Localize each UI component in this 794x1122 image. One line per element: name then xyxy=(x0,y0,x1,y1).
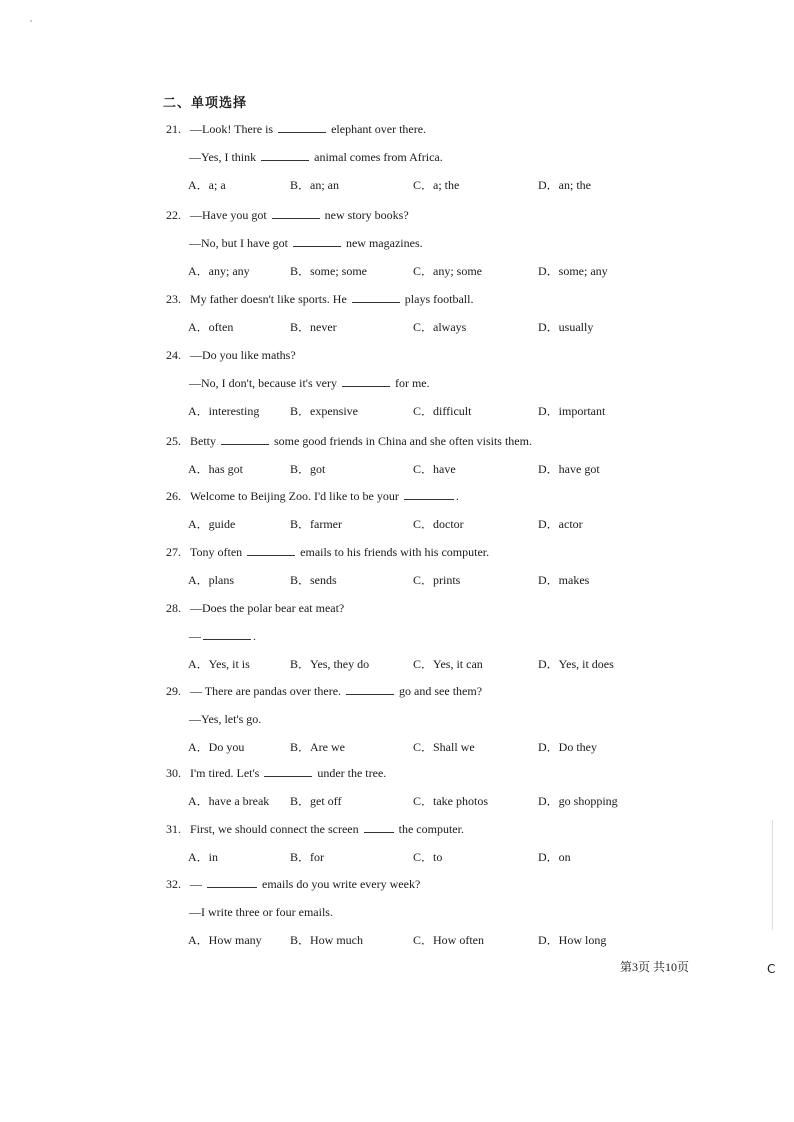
option-c: C．prints xyxy=(413,573,461,587)
stem-text: —No, but I have got xyxy=(189,236,291,250)
option-d: D．makes xyxy=(538,573,590,587)
stem-text: —Have you got xyxy=(190,208,270,222)
stem-text: —Do you like maths? xyxy=(190,348,296,362)
option-b: B．expensive xyxy=(290,404,358,418)
option-a: A．How many xyxy=(188,933,262,947)
option-row xyxy=(166,787,686,815)
option-b: B．an; an xyxy=(290,178,339,192)
question-number: 27. xyxy=(166,545,181,559)
question-dialogue-line xyxy=(166,143,686,171)
option-row xyxy=(166,926,686,954)
stem-text: some good friends in China and she often visits them. xyxy=(271,434,532,448)
stem-text: — xyxy=(190,877,205,891)
question-stem xyxy=(166,759,686,787)
option-row xyxy=(166,397,686,425)
stem-text: Tony often xyxy=(190,545,246,559)
option-b: B．for xyxy=(290,850,324,864)
question-item xyxy=(166,341,686,425)
option-c: C．any; some xyxy=(413,264,482,278)
stem-text: under the tree. xyxy=(314,766,387,780)
question-item xyxy=(166,870,686,954)
option-b: B．farmer xyxy=(290,517,342,531)
option-b: B．get off xyxy=(290,794,342,808)
option-d: D．go shopping xyxy=(538,794,618,808)
answer-blank xyxy=(203,627,251,640)
option-row xyxy=(166,843,686,871)
option-a: A．any; any xyxy=(188,264,250,278)
stem-text: —No, I don't, because it's very xyxy=(189,376,340,390)
question-stem xyxy=(166,482,686,510)
question-item xyxy=(166,677,686,761)
stem-text: plays football. xyxy=(401,292,474,306)
option-c: C．have xyxy=(413,462,456,476)
answer-blank xyxy=(264,764,312,777)
option-b: B．Yes, they do xyxy=(290,657,370,671)
question-stem xyxy=(166,427,686,455)
option-d: D．some; any xyxy=(538,264,608,278)
question-item xyxy=(166,115,686,199)
stem-text: emails do you write every week? xyxy=(259,877,421,891)
question-dialogue-line xyxy=(166,705,686,733)
question-stem xyxy=(166,285,686,313)
question-number: 30. xyxy=(166,766,181,780)
page-footer: 第3页 共10页 xyxy=(620,960,690,974)
option-d: D．on xyxy=(538,850,571,864)
option-row xyxy=(166,650,686,678)
answer-blank xyxy=(221,432,269,445)
answer-blank xyxy=(293,234,341,247)
answer-blank xyxy=(207,875,257,888)
option-a: A．Do you xyxy=(188,740,245,754)
stem-text: new story books? xyxy=(321,208,409,222)
question-number: 25. xyxy=(166,434,181,448)
option-b: B．never xyxy=(290,320,337,334)
question-number: 29. xyxy=(166,684,181,698)
stem-text: the computer. xyxy=(395,822,464,836)
stem-text: new magazines. xyxy=(342,236,423,250)
question-stem xyxy=(166,201,686,229)
option-a: A．guide xyxy=(188,517,236,531)
option-b: B．some; some xyxy=(290,264,367,278)
question-item xyxy=(166,815,686,871)
answer-blank xyxy=(364,820,394,833)
option-d: D．actor xyxy=(538,517,583,531)
option-c: C．How often xyxy=(413,933,484,947)
answer-blank xyxy=(278,120,326,133)
stem-text: emails to his friends with his computer. xyxy=(297,545,490,559)
option-d: D．Do they xyxy=(538,740,597,754)
answer-blank xyxy=(247,543,295,556)
question-dialogue-line xyxy=(166,229,686,257)
question-stem xyxy=(166,115,686,143)
option-d: D．an; the xyxy=(538,178,591,192)
stem-text: —I write three or four emails. xyxy=(189,905,333,919)
question-dialogue-line xyxy=(166,369,686,397)
option-c: C．take photos xyxy=(413,794,488,808)
option-a: A．in xyxy=(188,850,219,864)
option-a: A．Yes, it is xyxy=(188,657,250,671)
question-number: 31. xyxy=(166,822,181,836)
question-number: 32. xyxy=(166,877,181,891)
option-c: C．Shall we xyxy=(413,740,475,754)
question-dialogue-line xyxy=(166,622,686,650)
option-row xyxy=(166,455,686,483)
question-number: 22. xyxy=(166,208,181,222)
question-item xyxy=(166,482,686,538)
answer-blank xyxy=(272,206,320,219)
option-a: A．plans xyxy=(188,573,234,587)
question-stem xyxy=(166,341,686,369)
option-d: D．usually xyxy=(538,320,594,334)
option-row xyxy=(166,171,686,199)
question-stem xyxy=(166,870,686,898)
edge-mark: C xyxy=(767,962,776,976)
stem-text: —Look! There is xyxy=(190,122,277,136)
question-item xyxy=(166,285,686,341)
stem-text: . xyxy=(253,629,256,643)
question-stem xyxy=(166,677,686,705)
option-row xyxy=(166,257,686,285)
option-b: B．Are we xyxy=(290,740,345,754)
stem-text: First, we should connect the screen xyxy=(190,822,362,836)
option-row xyxy=(166,510,686,538)
stem-text: — xyxy=(189,629,201,643)
option-d: D．have got xyxy=(538,462,600,476)
stem-text: animal comes from Africa. xyxy=(311,150,443,164)
option-c: C．a; the xyxy=(413,178,460,192)
stem-text: for me. xyxy=(391,376,430,390)
option-row xyxy=(166,313,686,341)
stem-text: —Yes, I think xyxy=(189,150,260,164)
stem-text: Betty xyxy=(190,434,219,448)
stem-text: go and see them? xyxy=(396,684,483,698)
option-c: C．difficult xyxy=(413,404,472,418)
stem-text: —Does the polar bear eat meat? xyxy=(190,601,345,615)
stem-text: — There are pandas over there. xyxy=(190,684,345,698)
option-row xyxy=(166,733,686,761)
question-dialogue-line xyxy=(166,898,686,926)
option-c: C．Yes, it can xyxy=(413,657,483,671)
answer-blank xyxy=(404,487,454,500)
stem-text: . xyxy=(455,489,459,503)
option-row xyxy=(166,566,686,594)
option-a: A．interesting xyxy=(188,404,260,418)
option-d: D．Yes, it does xyxy=(538,657,614,671)
option-c: C．always xyxy=(413,320,467,334)
option-a: A．often xyxy=(188,320,234,334)
section-title: 二、单项选择 xyxy=(163,95,248,110)
question-stem xyxy=(166,538,686,566)
stem-text: My father doesn't like sports. He xyxy=(190,292,350,306)
question-item xyxy=(166,759,686,815)
answer-blank xyxy=(342,374,390,387)
answer-blank xyxy=(352,290,400,303)
option-a: A．have a break xyxy=(188,794,270,808)
stem-text: —Yes, let's go. xyxy=(189,712,262,726)
option-d: D．important xyxy=(538,404,606,418)
question-item xyxy=(166,427,686,483)
question-number: 21. xyxy=(166,122,181,136)
option-b: B．got xyxy=(290,462,326,476)
stem-text: elephant over there. xyxy=(328,122,427,136)
question-number: 26. xyxy=(166,489,181,503)
option-d: D．How long xyxy=(538,933,607,947)
stem-text: I'm tired. Let's xyxy=(190,766,263,780)
scan-speck xyxy=(772,820,773,930)
question-stem xyxy=(166,594,686,622)
stem-text: Welcome to Beijing Zoo. I'd like to be your xyxy=(190,489,402,503)
scan-speck xyxy=(30,20,32,22)
option-c: C．doctor xyxy=(413,517,464,531)
question-item xyxy=(166,538,686,594)
option-a: A．a; a xyxy=(188,178,226,192)
question-number: 23. xyxy=(166,292,181,306)
option-a: A．has got xyxy=(188,462,243,476)
option-b: B．sends xyxy=(290,573,337,587)
option-b: B．How much xyxy=(290,933,363,947)
answer-blank xyxy=(346,682,394,695)
question-number: 24. xyxy=(166,348,181,362)
question-stem xyxy=(166,815,686,843)
option-c: C．to xyxy=(413,850,443,864)
answer-blank xyxy=(261,148,309,161)
question-number: 28. xyxy=(166,601,181,615)
question-item xyxy=(166,594,686,678)
question-item xyxy=(166,201,686,285)
